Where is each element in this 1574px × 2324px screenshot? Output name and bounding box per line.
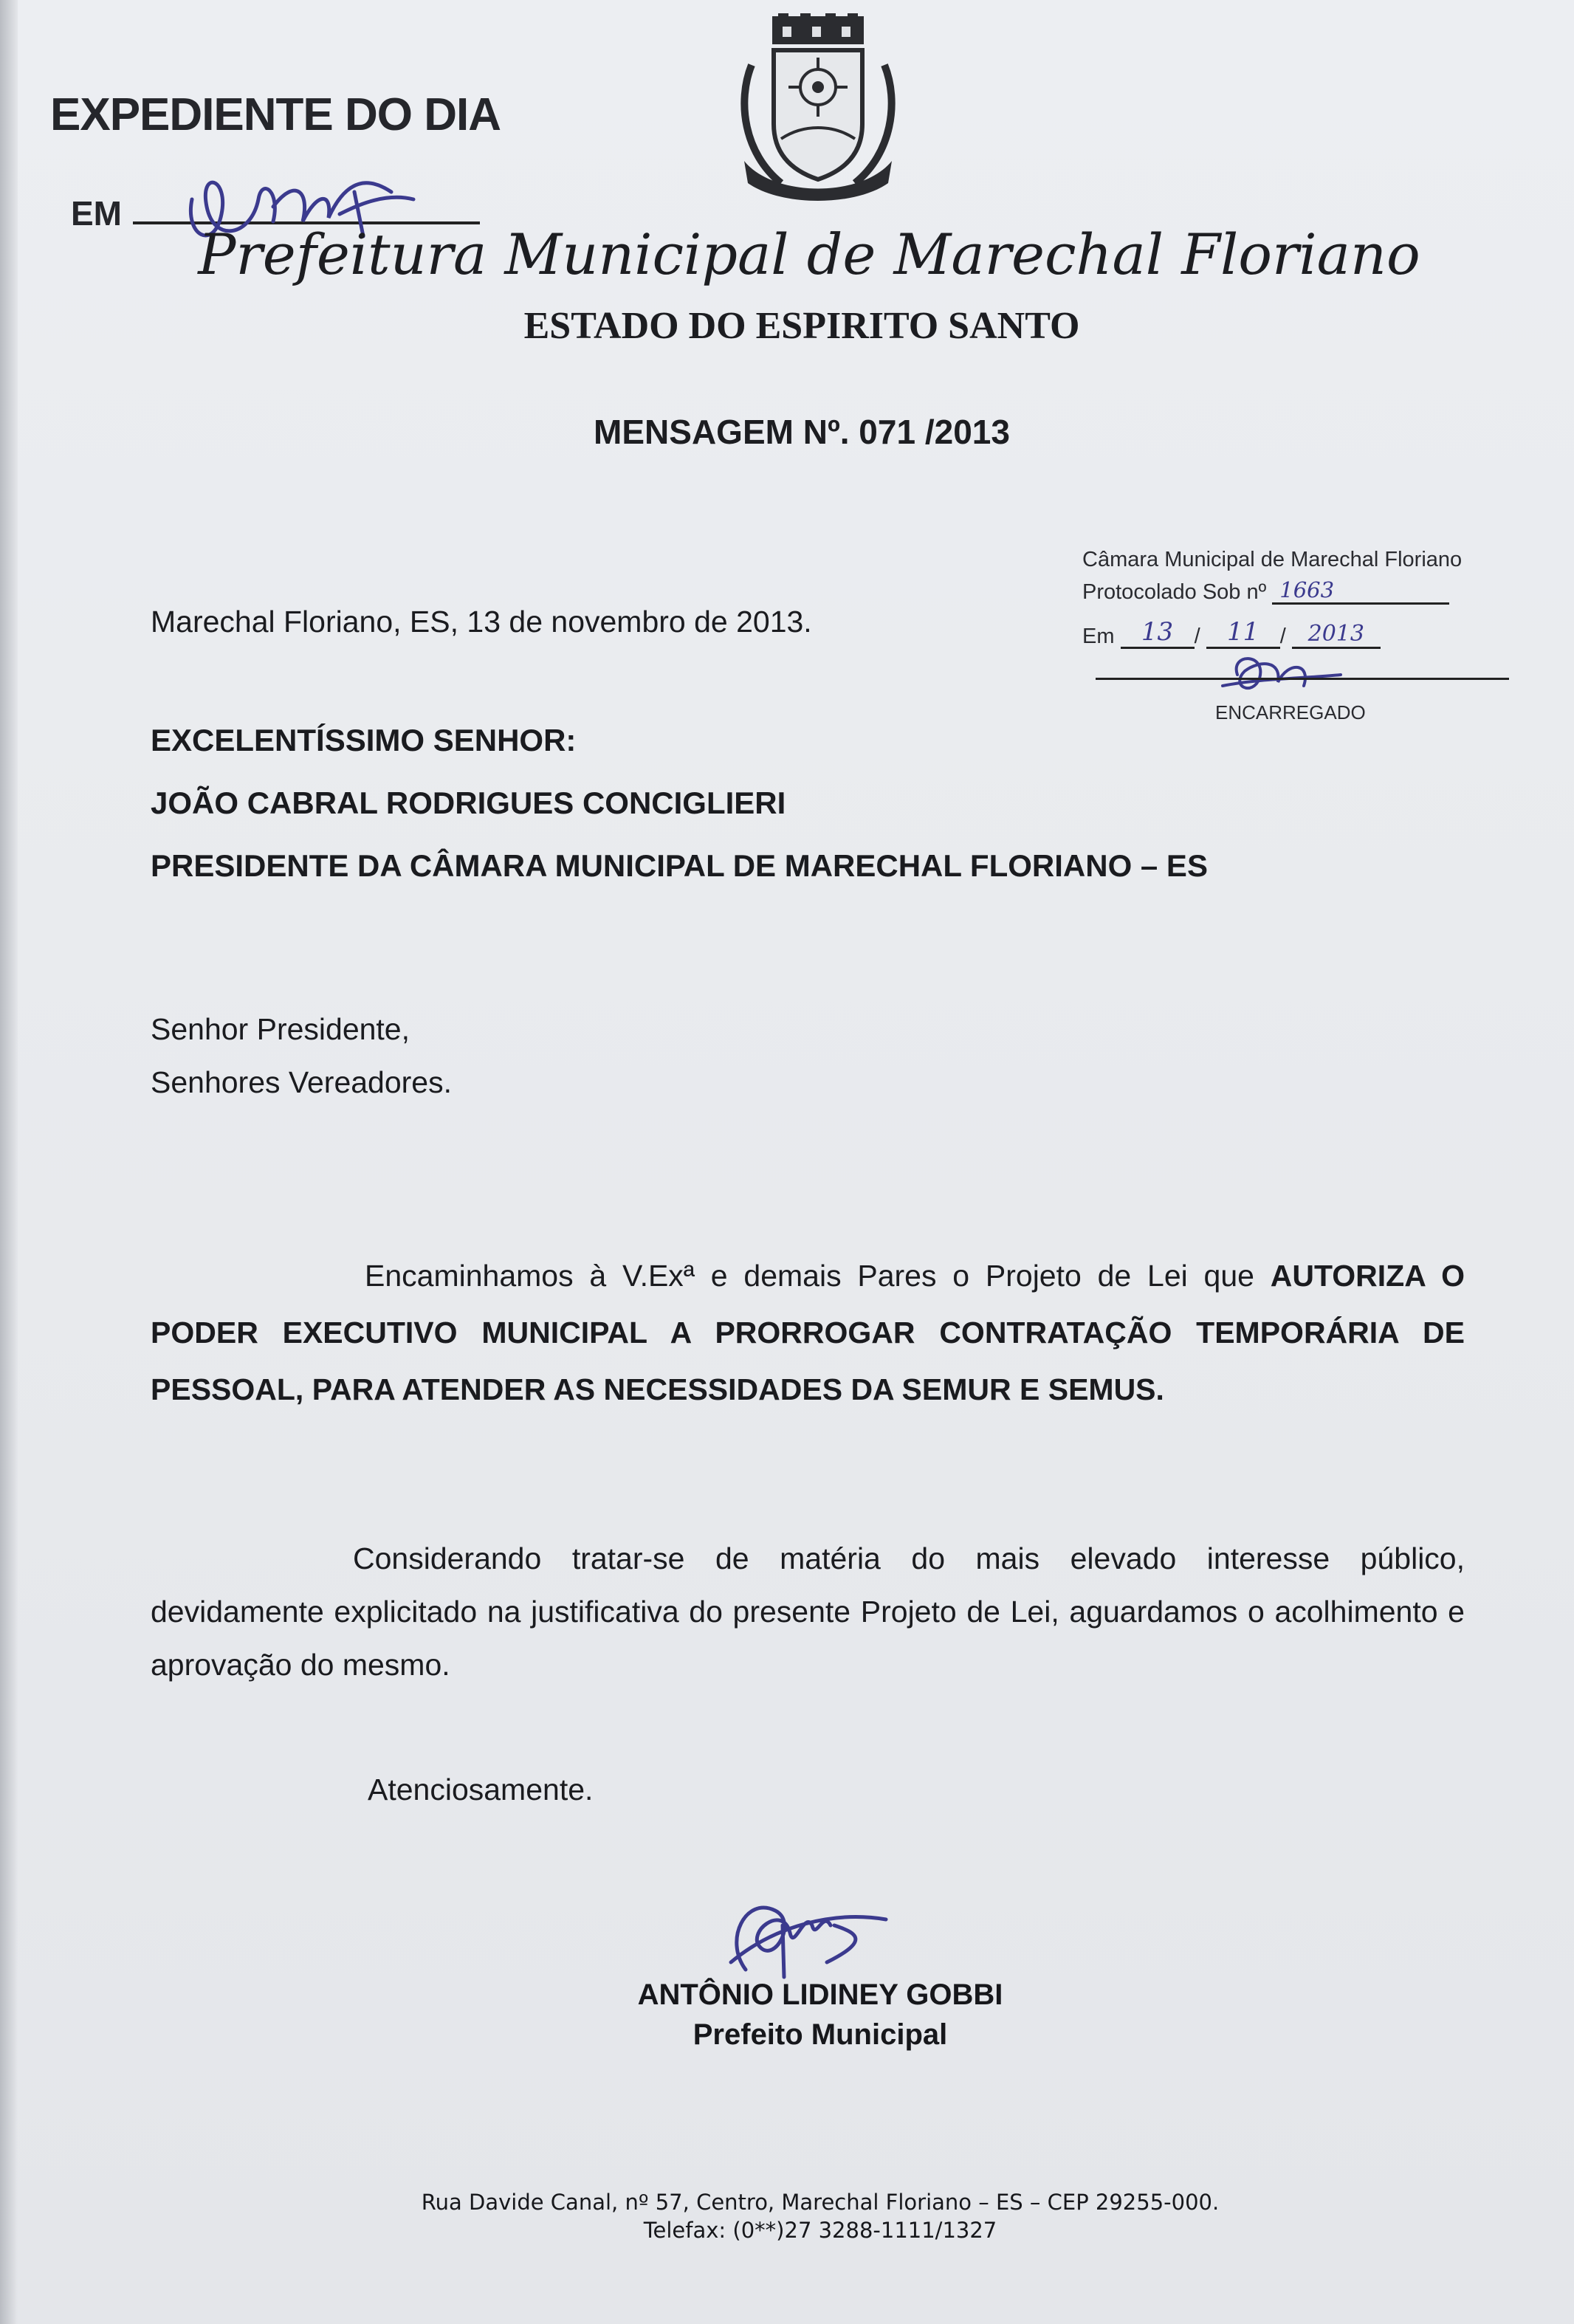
protocol-em-label: Em <box>1082 625 1115 648</box>
prefeitura-title: Prefeitura Municipal de Marechal Floriano <box>198 221 1420 287</box>
protocol-encarregado: ENCARREGADO <box>1215 701 1366 723</box>
estado-title: ESTADO DO ESPIRITO SANTO <box>523 305 1080 347</box>
closing: Atenciosamente. <box>368 1773 594 1806</box>
municipal-crest-icon <box>729 13 907 207</box>
protocol-camara: Câmara Municipal de Marechal Floriano <box>1082 548 1463 571</box>
protocol-signature <box>1215 645 1348 704</box>
paragraph-encaminhamos <box>151 1248 1465 1418</box>
greeting-block <box>151 1003 452 1109</box>
paragraph-considerando <box>151 1532 1465 1691</box>
paragraph1-bold: AUTORIZA O PODER EXECUTIVO MUNICIPAL A PRORROGAR CONTRATAÇÃO TEMPORÁRIA DE PESSOAL, PARA ATENDER AS NECESSIDADES DA SEMUR E SEMUS. <box>151 1259 1465 1406</box>
addressee-name: JOÃO CABRAL RODRIGUES CONCIGLIERI <box>151 785 786 820</box>
protocol-number-line <box>1082 577 1449 605</box>
date-line: Marechal Floriano, ES, 13 de novembro de 2013. <box>151 605 812 639</box>
protocol-number: 1663 <box>1272 577 1449 605</box>
signer-role: Prefeito Municipal <box>693 2018 948 2051</box>
protocol-label: Protocolado Sob nº <box>1082 580 1267 604</box>
addressee-block <box>151 709 1208 897</box>
mensagem-number: MENSAGEM Nº. 071 /2013 <box>594 413 1010 451</box>
greeting-councilors: Senhores Vereadores. <box>151 1065 452 1099</box>
protocol-signature-line <box>1096 678 1509 680</box>
footer-phone: Telefax: (0**)27 3288-1111/1327 <box>643 2218 997 2243</box>
protocol-day: 13 <box>1121 617 1195 649</box>
addressee-salutation: EXCELENTÍSSIMO SENHOR: <box>151 723 577 757</box>
protocol-date-line <box>1082 617 1381 649</box>
paragraph2-text: Considerando tratar-se de matéria do mais elevado interesse público, devidamente explicitado na justificativa do presente Projeto de Lei, aguardamos o acolhimento e aprovação do mesmo. <box>151 1541 1465 1682</box>
expediente-em-label: EM <box>71 194 122 233</box>
protocol-month: 11 <box>1206 617 1280 649</box>
footer-address: Rua Davide Canal, nº 57, Centro, Marechal Floriano – ES – CEP 29255-000. <box>421 2190 1220 2215</box>
addressee-title: PRESIDENTE DA CÂMARA MUNICIPAL DE MARECHAL FLORIANO – ES <box>151 848 1208 883</box>
signer-name: ANTÔNIO LIDINEY GOBBI <box>637 1979 1003 2011</box>
mayor-signature <box>701 1881 893 1992</box>
expediente-stamp: EXPEDIENTE DO DIA <box>50 89 501 140</box>
page-left-edge <box>0 0 18 2324</box>
protocol-sep-1: / <box>1194 625 1200 648</box>
paragraph1-intro: Encaminhamos à V.Exª e demais Pares o Projeto de Lei que <box>365 1259 1271 1293</box>
protocol-sep-2: / <box>1279 625 1286 648</box>
protocol-year: 2013 <box>1292 621 1381 649</box>
greeting-president: Senhor Presidente, <box>151 1012 410 1046</box>
